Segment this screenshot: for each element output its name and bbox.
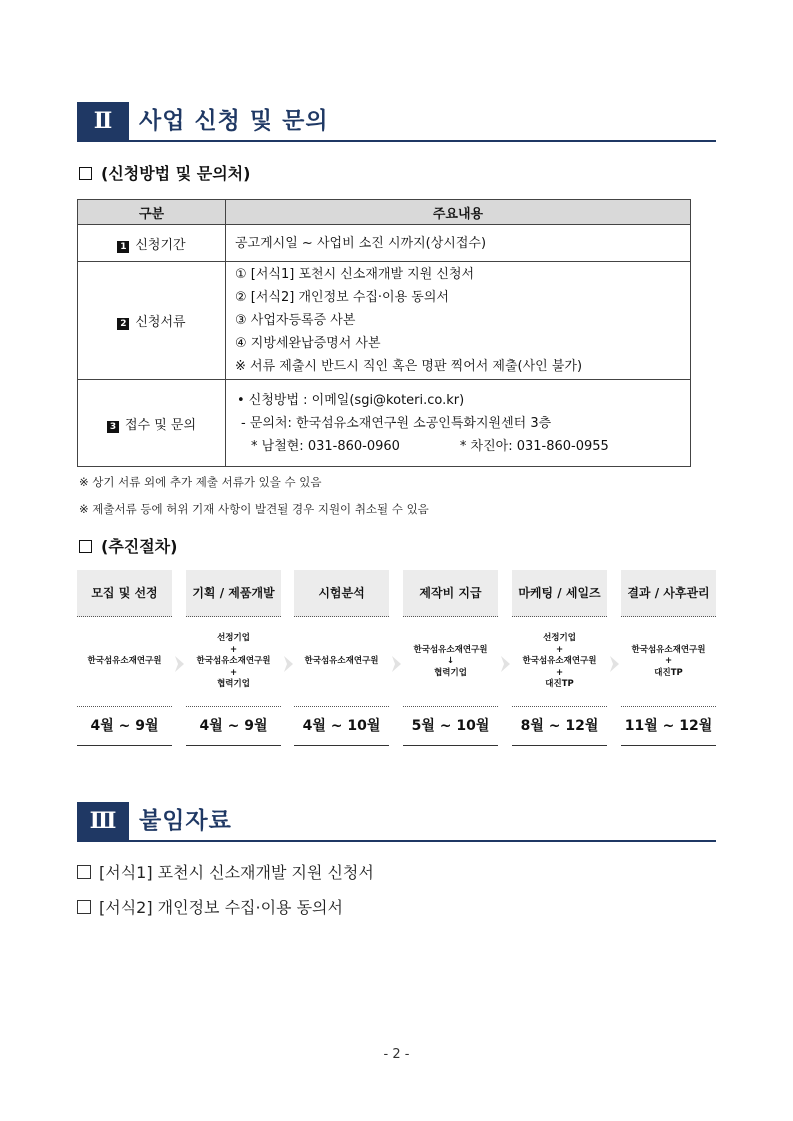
- step-org: [512, 627, 607, 697]
- row-label-text: 신청서류: [135, 315, 186, 330]
- step-org-line: 협력기업: [217, 679, 250, 690]
- step-3: [294, 570, 389, 750]
- step-org-line: 선정기업: [543, 633, 576, 644]
- row-label-text: 신청기간: [135, 237, 186, 253]
- step-org-line: ↓: [446, 656, 455, 667]
- table-row: [78, 225, 691, 262]
- step-org-line: 한국섬유소재연구원: [522, 656, 597, 667]
- row-line: - 문의처: 한국섬유소재연구원 소공인특화지원센터 3층: [241, 415, 552, 431]
- section-3-title: 붙임자료: [139, 808, 232, 834]
- step-org-line: +: [555, 644, 564, 655]
- row-content: [226, 380, 691, 467]
- row-line: ※ 서류 제출시 반드시 직인 혹은 명판 찍어서 제출(사인 불가): [235, 359, 583, 374]
- step-period: 4월 ~ 10월: [294, 706, 389, 746]
- row-label: [78, 380, 226, 467]
- step-org-line: 협력기업: [434, 667, 467, 678]
- step-org-line: 대진TP: [545, 679, 574, 690]
- step-org: [621, 627, 716, 697]
- row-line: 공고게시일 ~ 사업비 소진 시까지(상시접수): [235, 235, 487, 251]
- step-org-line: 선정기업: [217, 633, 250, 644]
- step-org: [77, 627, 172, 697]
- step-title: 마케팅 / 세일즈: [512, 570, 607, 617]
- application-table: [77, 199, 691, 467]
- step-period: 4월 ~ 9월: [186, 706, 281, 746]
- row-line: ④ 지방세완납증명서 사본: [235, 336, 381, 351]
- step-5: [512, 570, 607, 750]
- step-title: 결과 / 사후관리: [621, 570, 716, 617]
- table-row: [78, 380, 691, 467]
- step-org-line: 한국섬유소재연구원: [631, 644, 706, 655]
- row-line: ① [서식1] 포천시 신소재개발 지원 신청서: [235, 267, 475, 282]
- section-2-number: Ⅱ: [77, 102, 129, 140]
- step-org-line: 한국섬유소재연구원: [87, 656, 162, 667]
- row-label: [78, 225, 226, 262]
- subheading-procedure: [79, 534, 177, 557]
- checkbox-square-icon: [77, 865, 91, 879]
- step-org-line: 한국섬유소재연구원: [413, 644, 488, 655]
- procedure-steps: [77, 570, 716, 750]
- step-title: 모집 및 선정: [77, 570, 172, 617]
- step-title: 기획 / 제품개발: [186, 570, 281, 617]
- chevron-right-icon: [392, 656, 401, 672]
- section-2-heading: [77, 102, 716, 142]
- step-period: 11월 ~ 12월: [621, 706, 716, 746]
- row-content: [226, 262, 691, 380]
- note-2: ※ 제출서류 등에 허위 기재 사항이 발견될 경우 지원이 취소될 수 있음: [79, 502, 429, 516]
- step-org: [186, 627, 281, 697]
- contact-line: [235, 435, 689, 458]
- checkbox-square-icon: [79, 167, 92, 180]
- checkbox-square-icon: [77, 900, 91, 914]
- step-4: [403, 570, 498, 750]
- row-line: • 신청방법 : 이메일(sgi@koteri.co.kr): [237, 392, 465, 408]
- note-1: ※ 상기 서류 외에 추가 제출 서류가 있을 수 있음: [79, 475, 322, 489]
- contact-2: * 차진아: 031-860-0955: [459, 438, 609, 454]
- number-badge-icon: 3: [107, 421, 119, 433]
- section-2-title: 사업 신청 및 문의: [139, 108, 329, 134]
- step-org-line: +: [229, 644, 238, 655]
- header-content: 주요내용: [226, 200, 691, 225]
- attachment-label: [서식2] 개인정보 수집·이용 동의서: [99, 898, 343, 917]
- step-org-line: +: [555, 667, 564, 678]
- step-org-line: 대진TP: [654, 667, 683, 678]
- attachment-item: [77, 860, 374, 883]
- step-org: [403, 627, 498, 697]
- contact-1: * 남철현: 031-860-0960: [251, 438, 400, 454]
- chevron-right-icon: [501, 656, 510, 672]
- step-1: [77, 570, 172, 750]
- row-label: [78, 262, 226, 380]
- page-number: - 2 -: [383, 1047, 410, 1062]
- row-line: ③ 사업자등록증 사본: [235, 313, 356, 328]
- step-2: [186, 570, 281, 750]
- step-org: [294, 627, 389, 697]
- row-line: ② [서식2] 개인정보 수집·이용 동의서: [235, 290, 449, 305]
- step-org-line: 한국섬유소재연구원: [196, 656, 271, 667]
- subheading-application: [79, 161, 250, 184]
- step-period: 8월 ~ 12월: [512, 706, 607, 746]
- step-6: [621, 570, 716, 750]
- section-3-number: Ⅲ: [77, 802, 129, 840]
- attachment-label: [서식1] 포천시 신소재개발 지원 신청서: [99, 863, 374, 882]
- number-badge-icon: 1: [117, 241, 129, 253]
- header-category: 구분: [78, 200, 226, 225]
- step-period: 4월 ~ 9월: [77, 706, 172, 746]
- step-period: 5월 ~ 10월: [403, 706, 498, 746]
- chevron-right-icon: [175, 656, 184, 672]
- table-header-row: [78, 200, 691, 225]
- step-org-line: +: [229, 667, 238, 678]
- step-title: 시험분석: [294, 570, 389, 617]
- row-content: [226, 225, 691, 262]
- step-title: 제작비 지급: [403, 570, 498, 617]
- attachment-item: [77, 895, 343, 918]
- step-org-line: +: [664, 656, 673, 667]
- step-org-line: 한국섬유소재연구원: [304, 656, 379, 667]
- section-3-heading: [77, 802, 716, 842]
- chevron-right-icon: [284, 656, 293, 672]
- row-label-text: 접수 및 문의: [124, 417, 197, 433]
- chevron-right-icon: [610, 656, 619, 672]
- table-row: [78, 262, 691, 380]
- checkbox-square-icon: [79, 540, 92, 553]
- subheading-procedure-text: (추진절차): [101, 537, 178, 556]
- number-badge-icon: 2: [117, 318, 129, 330]
- subheading-application-text: (신청방법 및 문의처): [101, 164, 251, 183]
